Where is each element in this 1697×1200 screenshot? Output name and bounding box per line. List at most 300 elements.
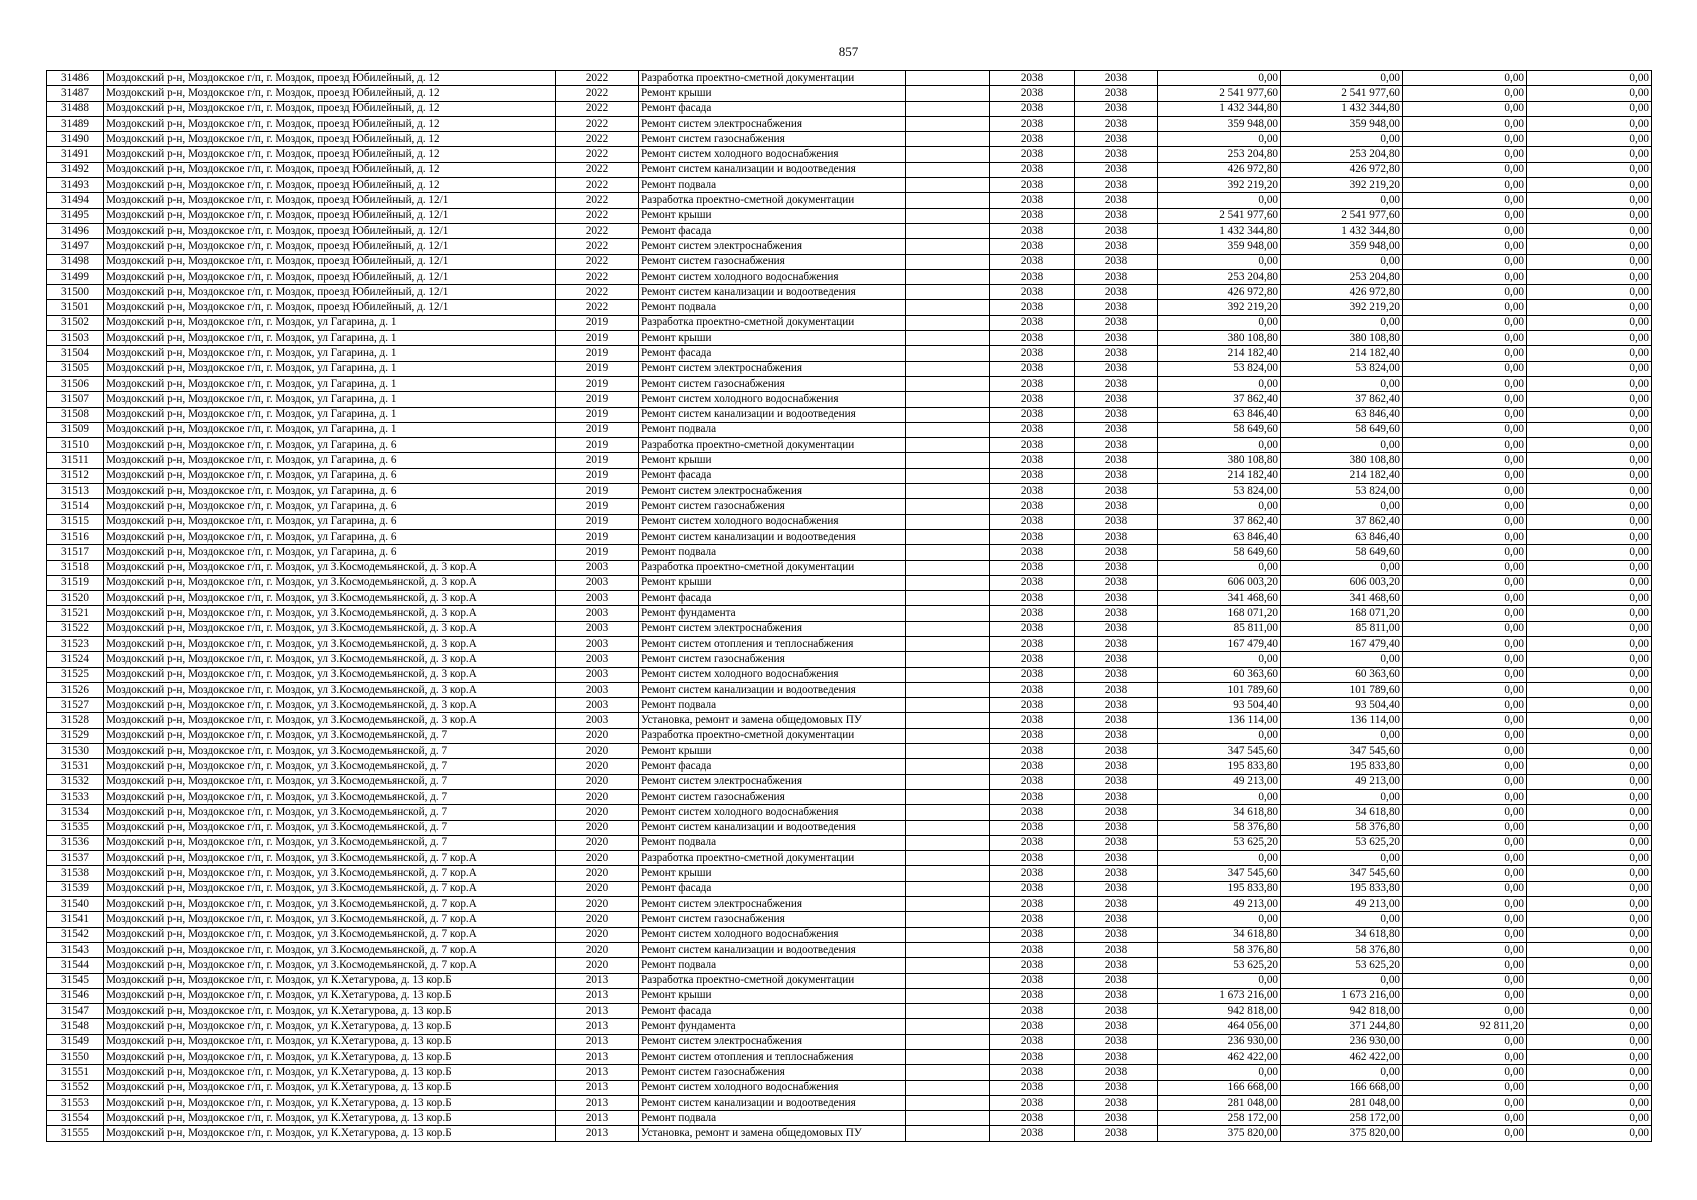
total-cost-cell: 359 948,00 — [1158, 116, 1281, 131]
plan-year-start-cell: 2038 — [990, 315, 1075, 330]
blank-cell — [906, 774, 990, 789]
row-number-cell: 31509 — [47, 422, 104, 437]
work-type-cell: Ремонт систем электроснабжения — [639, 484, 906, 499]
address-cell: Моздокский р-н, Моздокское г/п, г. Моздок, ул Гагарина, д. 6 — [104, 438, 556, 453]
table-row — [47, 835, 1652, 850]
plan-year-start-cell: 2038 — [990, 438, 1075, 453]
address-cell: Моздокский р-н, Моздокское г/п, г. Моздок, ул З.Космодемьянской, д. 3 кор.А — [104, 621, 556, 636]
table-row — [47, 820, 1652, 835]
total-cost-cell: 58 649,60 — [1158, 545, 1281, 560]
year-cell: 2020 — [556, 820, 639, 835]
plan-year-start-cell: 2038 — [990, 407, 1075, 422]
fund-cost-cell: 63 846,40 — [1281, 407, 1403, 422]
table-row — [47, 789, 1652, 804]
other-cost-cell: 0,00 — [1527, 759, 1652, 774]
plan-year-end-cell: 2038 — [1075, 1034, 1158, 1049]
plan-year-start-cell: 2038 — [990, 1004, 1075, 1019]
plan-year-end-cell: 2038 — [1075, 621, 1158, 636]
address-cell: Моздокский р-н, Моздокское г/п, г. Моздок, ул К.Хетагурова, д. 13 кор.Б — [104, 1065, 556, 1080]
blank-cell — [906, 223, 990, 238]
plan-year-start-cell: 2038 — [990, 178, 1075, 193]
row-number-cell: 31528 — [47, 713, 104, 728]
address-cell: Моздокский р-н, Моздокское г/п, г. Моздок, ул К.Хетагурова, д. 13 кор.Б — [104, 1126, 556, 1141]
year-cell: 2003 — [556, 713, 639, 728]
blank-cell — [906, 453, 990, 468]
table-row — [47, 331, 1652, 346]
owner-cost-cell: 0,00 — [1403, 621, 1527, 636]
other-cost-cell: 0,00 — [1527, 116, 1652, 131]
year-cell: 2003 — [556, 591, 639, 606]
row-number-cell: 31547 — [47, 1004, 104, 1019]
plan-year-start-cell: 2038 — [990, 162, 1075, 177]
plan-year-start-cell: 2038 — [990, 897, 1075, 912]
total-cost-cell: 93 504,40 — [1158, 698, 1281, 713]
fund-cost-cell: 0,00 — [1281, 789, 1403, 804]
owner-cost-cell: 0,00 — [1403, 820, 1527, 835]
owner-cost-cell: 0,00 — [1403, 208, 1527, 223]
fund-cost-cell: 53 824,00 — [1281, 361, 1403, 376]
fund-cost-cell: 60 363,60 — [1281, 667, 1403, 682]
work-type-cell: Разработка проектно-сметной документации — [639, 560, 906, 575]
work-type-cell: Разработка проектно-сметной документации — [639, 973, 906, 988]
owner-cost-cell: 0,00 — [1403, 514, 1527, 529]
plan-year-start-cell: 2038 — [990, 728, 1075, 743]
blank-cell — [906, 71, 990, 86]
owner-cost-cell: 0,00 — [1403, 805, 1527, 820]
plan-year-start-cell: 2038 — [990, 835, 1075, 850]
work-type-cell: Ремонт подвала — [639, 958, 906, 973]
table-row — [47, 178, 1652, 193]
blank-cell — [906, 514, 990, 529]
other-cost-cell: 0,00 — [1527, 254, 1652, 269]
year-cell: 2022 — [556, 71, 639, 86]
fund-cost-cell: 0,00 — [1281, 912, 1403, 927]
work-type-cell: Ремонт систем электроснабжения — [639, 897, 906, 912]
fund-cost-cell: 195 833,80 — [1281, 759, 1403, 774]
total-cost-cell: 0,00 — [1158, 438, 1281, 453]
total-cost-cell: 0,00 — [1158, 652, 1281, 667]
address-cell: Моздокский р-н, Моздокское г/п, г. Моздок, проезд Юбилейный, д. 12 — [104, 132, 556, 147]
address-cell: Моздокский р-н, Моздокское г/п, г. Моздок, ул К.Хетагурова, д. 13 кор.Б — [104, 988, 556, 1003]
year-cell: 2013 — [556, 1126, 639, 1141]
row-number-cell: 31551 — [47, 1065, 104, 1080]
fund-cost-cell: 942 818,00 — [1281, 1004, 1403, 1019]
address-cell: Моздокский р-н, Моздокское г/п, г. Моздок, ул К.Хетагурова, д. 13 кор.Б — [104, 973, 556, 988]
plan-year-start-cell: 2038 — [990, 147, 1075, 162]
blank-cell — [906, 958, 990, 973]
total-cost-cell: 37 862,40 — [1158, 514, 1281, 529]
table-row — [47, 1095, 1652, 1110]
row-number-cell: 31494 — [47, 193, 104, 208]
plan-year-start-cell: 2038 — [990, 1065, 1075, 1080]
total-cost-cell: 0,00 — [1158, 132, 1281, 147]
table-row — [47, 545, 1652, 560]
address-cell: Моздокский р-н, Моздокское г/п, г. Моздок, ул К.Хетагурова, д. 13 кор.Б — [104, 1004, 556, 1019]
other-cost-cell: 0,00 — [1527, 346, 1652, 361]
work-type-cell: Ремонт крыши — [639, 86, 906, 101]
total-cost-cell: 0,00 — [1158, 254, 1281, 269]
total-cost-cell: 53 824,00 — [1158, 484, 1281, 499]
total-cost-cell: 606 003,20 — [1158, 575, 1281, 590]
blank-cell — [906, 713, 990, 728]
plan-year-end-cell: 2038 — [1075, 1080, 1158, 1095]
row-number-cell: 31543 — [47, 942, 104, 957]
fund-cost-cell: 281 048,00 — [1281, 1095, 1403, 1110]
total-cost-cell: 253 204,80 — [1158, 147, 1281, 162]
total-cost-cell: 195 833,80 — [1158, 881, 1281, 896]
blank-cell — [906, 1111, 990, 1126]
fund-cost-cell: 392 219,20 — [1281, 178, 1403, 193]
table-row — [47, 652, 1652, 667]
table-row — [47, 958, 1652, 973]
other-cost-cell: 0,00 — [1527, 835, 1652, 850]
total-cost-cell: 380 108,80 — [1158, 453, 1281, 468]
total-cost-cell: 58 376,80 — [1158, 942, 1281, 957]
table-row — [47, 484, 1652, 499]
address-cell: Моздокский р-н, Моздокское г/п, г. Моздок, ул З.Космодемьянской, д. 7 кор.А — [104, 881, 556, 896]
table-row — [47, 973, 1652, 988]
work-type-cell: Ремонт подвала — [639, 835, 906, 850]
row-number-cell: 31517 — [47, 545, 104, 560]
other-cost-cell: 0,00 — [1527, 239, 1652, 254]
fund-cost-cell: 0,00 — [1281, 254, 1403, 269]
blank-cell — [906, 835, 990, 850]
owner-cost-cell: 0,00 — [1403, 376, 1527, 391]
fund-cost-cell: 195 833,80 — [1281, 881, 1403, 896]
table-row — [47, 897, 1652, 912]
other-cost-cell: 0,00 — [1527, 422, 1652, 437]
address-cell: Моздокский р-н, Моздокское г/п, г. Моздок, проезд Юбилейный, д. 12/1 — [104, 285, 556, 300]
total-cost-cell: 236 930,00 — [1158, 1034, 1281, 1049]
table-row — [47, 866, 1652, 881]
fund-cost-cell: 236 930,00 — [1281, 1034, 1403, 1049]
address-cell: Моздокский р-н, Моздокское г/п, г. Моздок, ул Гагарина, д. 1 — [104, 331, 556, 346]
row-number-cell: 31541 — [47, 912, 104, 927]
owner-cost-cell: 0,00 — [1403, 223, 1527, 238]
owner-cost-cell: 0,00 — [1403, 116, 1527, 131]
plan-year-start-cell: 2038 — [990, 1111, 1075, 1126]
total-cost-cell: 392 219,20 — [1158, 300, 1281, 315]
row-number-cell: 31514 — [47, 499, 104, 514]
address-cell: Моздокский р-н, Моздокское г/п, г. Моздок, проезд Юбилейный, д. 12/1 — [104, 208, 556, 223]
other-cost-cell: 0,00 — [1527, 927, 1652, 942]
owner-cost-cell: 0,00 — [1403, 422, 1527, 437]
work-type-cell: Ремонт систем электроснабжения — [639, 1034, 906, 1049]
work-type-cell: Ремонт систем канализации и водоотведения — [639, 285, 906, 300]
work-type-cell: Разработка проектно-сметной документации — [639, 438, 906, 453]
row-number-cell: 31535 — [47, 820, 104, 835]
plan-year-start-cell: 2038 — [990, 682, 1075, 697]
fund-cost-cell: 2 541 977,60 — [1281, 208, 1403, 223]
work-type-cell: Ремонт крыши — [639, 575, 906, 590]
work-type-cell: Установка, ремонт и замена общедомовых ПУ — [639, 713, 906, 728]
table-row — [47, 223, 1652, 238]
address-cell: Моздокский р-н, Моздокское г/п, г. Моздок, ул Гагарина, д. 1 — [104, 392, 556, 407]
year-cell: 2020 — [556, 728, 639, 743]
work-type-cell: Ремонт подвала — [639, 178, 906, 193]
plan-year-start-cell: 2038 — [990, 575, 1075, 590]
blank-cell — [906, 101, 990, 116]
year-cell: 2019 — [556, 315, 639, 330]
row-number-cell: 31510 — [47, 438, 104, 453]
row-number-cell: 31523 — [47, 636, 104, 651]
fund-cost-cell: 0,00 — [1281, 315, 1403, 330]
plan-year-end-cell: 2038 — [1075, 315, 1158, 330]
plan-year-end-cell: 2038 — [1075, 132, 1158, 147]
owner-cost-cell: 0,00 — [1403, 789, 1527, 804]
row-number-cell: 31536 — [47, 835, 104, 850]
plan-year-start-cell: 2038 — [990, 560, 1075, 575]
table-row — [47, 744, 1652, 759]
total-cost-cell: 63 846,40 — [1158, 407, 1281, 422]
other-cost-cell: 0,00 — [1527, 300, 1652, 315]
address-cell: Моздокский р-н, Моздокское г/п, г. Моздок, ул З.Космодемьянской, д. 7 — [104, 744, 556, 759]
other-cost-cell: 0,00 — [1527, 866, 1652, 881]
owner-cost-cell: 0,00 — [1403, 438, 1527, 453]
table-row — [47, 759, 1652, 774]
other-cost-cell: 0,00 — [1527, 1080, 1652, 1095]
owner-cost-cell: 0,00 — [1403, 560, 1527, 575]
table-row — [47, 529, 1652, 544]
plan-year-start-cell: 2038 — [990, 958, 1075, 973]
owner-cost-cell: 0,00 — [1403, 300, 1527, 315]
blank-cell — [906, 162, 990, 177]
work-type-cell: Ремонт систем холодного водоснабжения — [639, 514, 906, 529]
plan-year-start-cell: 2038 — [990, 744, 1075, 759]
plan-year-start-cell: 2038 — [990, 774, 1075, 789]
blank-cell — [906, 422, 990, 437]
work-type-cell: Ремонт систем электроснабжения — [639, 239, 906, 254]
owner-cost-cell: 0,00 — [1403, 315, 1527, 330]
year-cell: 2013 — [556, 1080, 639, 1095]
address-cell: Моздокский р-н, Моздокское г/п, г. Моздок, ул К.Хетагурова, д. 13 кор.Б — [104, 1080, 556, 1095]
fund-cost-cell: 49 213,00 — [1281, 774, 1403, 789]
fund-cost-cell: 0,00 — [1281, 652, 1403, 667]
owner-cost-cell: 0,00 — [1403, 468, 1527, 483]
plan-year-end-cell: 2038 — [1075, 438, 1158, 453]
year-cell: 2019 — [556, 453, 639, 468]
row-number-cell: 31553 — [47, 1095, 104, 1110]
address-cell: Моздокский р-н, Моздокское г/п, г. Моздок, ул З.Космодемьянской, д. 7 кор.А — [104, 866, 556, 881]
plan-year-start-cell: 2038 — [990, 468, 1075, 483]
other-cost-cell: 0,00 — [1527, 529, 1652, 544]
plan-year-start-cell: 2038 — [990, 300, 1075, 315]
other-cost-cell: 0,00 — [1527, 897, 1652, 912]
address-cell: Моздокский р-н, Моздокское г/п, г. Моздок, ул З.Космодемьянской, д. 3 кор.А — [104, 606, 556, 621]
blank-cell — [906, 1095, 990, 1110]
owner-cost-cell: 0,00 — [1403, 1126, 1527, 1141]
total-cost-cell: 214 182,40 — [1158, 468, 1281, 483]
row-number-cell: 31502 — [47, 315, 104, 330]
other-cost-cell: 0,00 — [1527, 973, 1652, 988]
blank-cell — [906, 300, 990, 315]
fund-cost-cell: 258 172,00 — [1281, 1111, 1403, 1126]
plan-year-start-cell: 2038 — [990, 927, 1075, 942]
address-cell: Моздокский р-н, Моздокское г/п, г. Моздок, проезд Юбилейный, д. 12 — [104, 162, 556, 177]
plan-year-start-cell: 2038 — [990, 193, 1075, 208]
work-type-cell: Ремонт подвала — [639, 422, 906, 437]
year-cell: 2013 — [556, 1065, 639, 1080]
plan-year-start-cell: 2038 — [990, 606, 1075, 621]
plan-year-start-cell: 2038 — [990, 988, 1075, 1003]
other-cost-cell: 0,00 — [1527, 407, 1652, 422]
blank-cell — [906, 407, 990, 422]
work-type-cell: Ремонт систем газоснабжения — [639, 254, 906, 269]
address-cell: Моздокский р-н, Моздокское г/п, г. Моздок, ул З.Космодемьянской, д. 3 кор.А — [104, 652, 556, 667]
owner-cost-cell: 0,00 — [1403, 132, 1527, 147]
address-cell: Моздокский р-н, Моздокское г/п, г. Моздок, ул Гагарина, д. 6 — [104, 468, 556, 483]
total-cost-cell: 258 172,00 — [1158, 1111, 1281, 1126]
owner-cost-cell: 0,00 — [1403, 575, 1527, 590]
fund-cost-cell: 0,00 — [1281, 376, 1403, 391]
blank-cell — [906, 728, 990, 743]
fund-cost-cell: 58 649,60 — [1281, 422, 1403, 437]
total-cost-cell: 0,00 — [1158, 376, 1281, 391]
work-type-cell: Ремонт подвала — [639, 1111, 906, 1126]
other-cost-cell: 0,00 — [1527, 269, 1652, 284]
work-type-cell: Разработка проектно-сметной документации — [639, 315, 906, 330]
row-number-cell: 31518 — [47, 560, 104, 575]
plan-year-start-cell: 2038 — [990, 392, 1075, 407]
row-number-cell: 31492 — [47, 162, 104, 177]
other-cost-cell: 0,00 — [1527, 208, 1652, 223]
table-row — [47, 514, 1652, 529]
blank-cell — [906, 820, 990, 835]
address-cell: Моздокский р-н, Моздокское г/п, г. Моздок, проезд Юбилейный, д. 12/1 — [104, 269, 556, 284]
plan-year-start-cell: 2038 — [990, 453, 1075, 468]
row-number-cell: 31503 — [47, 331, 104, 346]
plan-year-start-cell: 2038 — [990, 361, 1075, 376]
row-number-cell: 31486 — [47, 71, 104, 86]
total-cost-cell: 49 213,00 — [1158, 774, 1281, 789]
total-cost-cell: 375 820,00 — [1158, 1126, 1281, 1141]
fund-cost-cell: 167 479,40 — [1281, 636, 1403, 651]
year-cell: 2003 — [556, 698, 639, 713]
other-cost-cell: 0,00 — [1527, 1065, 1652, 1080]
total-cost-cell: 253 204,80 — [1158, 269, 1281, 284]
table-row — [47, 453, 1652, 468]
other-cost-cell: 0,00 — [1527, 193, 1652, 208]
blank-cell — [906, 927, 990, 942]
blank-cell — [906, 851, 990, 866]
year-cell: 2019 — [556, 331, 639, 346]
other-cost-cell: 0,00 — [1527, 1050, 1652, 1065]
fund-cost-cell: 359 948,00 — [1281, 116, 1403, 131]
table-row — [47, 147, 1652, 162]
fund-cost-cell: 58 649,60 — [1281, 545, 1403, 560]
plan-year-end-cell: 2038 — [1075, 636, 1158, 651]
other-cost-cell: 0,00 — [1527, 1111, 1652, 1126]
other-cost-cell: 0,00 — [1527, 1004, 1652, 1019]
row-number-cell: 31487 — [47, 86, 104, 101]
owner-cost-cell: 0,00 — [1403, 1111, 1527, 1126]
address-cell: Моздокский р-н, Моздокское г/п, г. Моздок, ул Гагарина, д. 1 — [104, 422, 556, 437]
other-cost-cell: 0,00 — [1527, 438, 1652, 453]
other-cost-cell: 0,00 — [1527, 1126, 1652, 1141]
blank-cell — [906, 698, 990, 713]
fund-cost-cell: 426 972,80 — [1281, 162, 1403, 177]
table-row — [47, 1080, 1652, 1095]
year-cell: 2022 — [556, 223, 639, 238]
plan-year-end-cell: 2038 — [1075, 254, 1158, 269]
blank-cell — [906, 361, 990, 376]
total-cost-cell: 0,00 — [1158, 789, 1281, 804]
plan-year-end-cell: 2038 — [1075, 789, 1158, 804]
blank-cell — [906, 116, 990, 131]
year-cell: 2022 — [556, 162, 639, 177]
row-number-cell: 31524 — [47, 652, 104, 667]
work-type-cell: Ремонт систем газоснабжения — [639, 132, 906, 147]
table-row — [47, 1050, 1652, 1065]
owner-cost-cell: 0,00 — [1403, 866, 1527, 881]
work-type-cell: Ремонт подвала — [639, 545, 906, 560]
owner-cost-cell: 0,00 — [1403, 988, 1527, 1003]
row-number-cell: 31530 — [47, 744, 104, 759]
other-cost-cell: 0,00 — [1527, 162, 1652, 177]
owner-cost-cell: 0,00 — [1403, 71, 1527, 86]
year-cell: 2019 — [556, 422, 639, 437]
plan-year-start-cell: 2038 — [990, 973, 1075, 988]
blank-cell — [906, 545, 990, 560]
plan-year-start-cell: 2038 — [990, 484, 1075, 499]
table-row — [47, 1004, 1652, 1019]
work-type-cell: Ремонт систем холодного водоснабжения — [639, 667, 906, 682]
fund-cost-cell: 0,00 — [1281, 132, 1403, 147]
blank-cell — [906, 621, 990, 636]
plan-year-end-cell: 2038 — [1075, 1095, 1158, 1110]
work-type-cell: Ремонт систем канализации и водоотведения — [639, 407, 906, 422]
plan-year-end-cell: 2038 — [1075, 101, 1158, 116]
plan-year-end-cell: 2038 — [1075, 239, 1158, 254]
plan-year-end-cell: 2038 — [1075, 285, 1158, 300]
fund-cost-cell: 0,00 — [1281, 1065, 1403, 1080]
work-type-cell: Ремонт систем газоснабжения — [639, 1065, 906, 1080]
other-cost-cell: 0,00 — [1527, 468, 1652, 483]
work-type-cell: Ремонт фундамента — [639, 1019, 906, 1034]
blank-cell — [906, 208, 990, 223]
other-cost-cell: 0,00 — [1527, 101, 1652, 116]
fund-cost-cell: 380 108,80 — [1281, 453, 1403, 468]
total-cost-cell: 136 114,00 — [1158, 713, 1281, 728]
year-cell: 2019 — [556, 438, 639, 453]
blank-cell — [906, 805, 990, 820]
total-cost-cell: 392 219,20 — [1158, 178, 1281, 193]
year-cell: 2019 — [556, 545, 639, 560]
work-type-cell: Ремонт фасада — [639, 591, 906, 606]
plan-year-start-cell: 2038 — [990, 805, 1075, 820]
year-cell: 2020 — [556, 942, 639, 957]
blank-cell — [906, 315, 990, 330]
fund-cost-cell: 0,00 — [1281, 438, 1403, 453]
address-cell: Моздокский р-н, Моздокское г/п, г. Моздок, ул Гагарина, д. 6 — [104, 453, 556, 468]
fund-cost-cell: 58 376,80 — [1281, 820, 1403, 835]
address-cell: Моздокский р-н, Моздокское г/п, г. Моздок, ул Гагарина, д. 1 — [104, 376, 556, 391]
page-number: 857 — [838, 44, 859, 59]
plan-year-end-cell: 2038 — [1075, 851, 1158, 866]
plan-year-end-cell: 2038 — [1075, 728, 1158, 743]
plan-year-end-cell: 2038 — [1075, 942, 1158, 957]
row-number-cell: 31521 — [47, 606, 104, 621]
owner-cost-cell: 0,00 — [1403, 927, 1527, 942]
row-number-cell: 31526 — [47, 682, 104, 697]
total-cost-cell: 426 972,80 — [1158, 285, 1281, 300]
row-number-cell: 31497 — [47, 239, 104, 254]
other-cost-cell: 0,00 — [1527, 621, 1652, 636]
fund-cost-cell: 34 618,80 — [1281, 927, 1403, 942]
year-cell: 2003 — [556, 682, 639, 697]
fund-cost-cell: 375 820,00 — [1281, 1126, 1403, 1141]
year-cell: 2019 — [556, 376, 639, 391]
